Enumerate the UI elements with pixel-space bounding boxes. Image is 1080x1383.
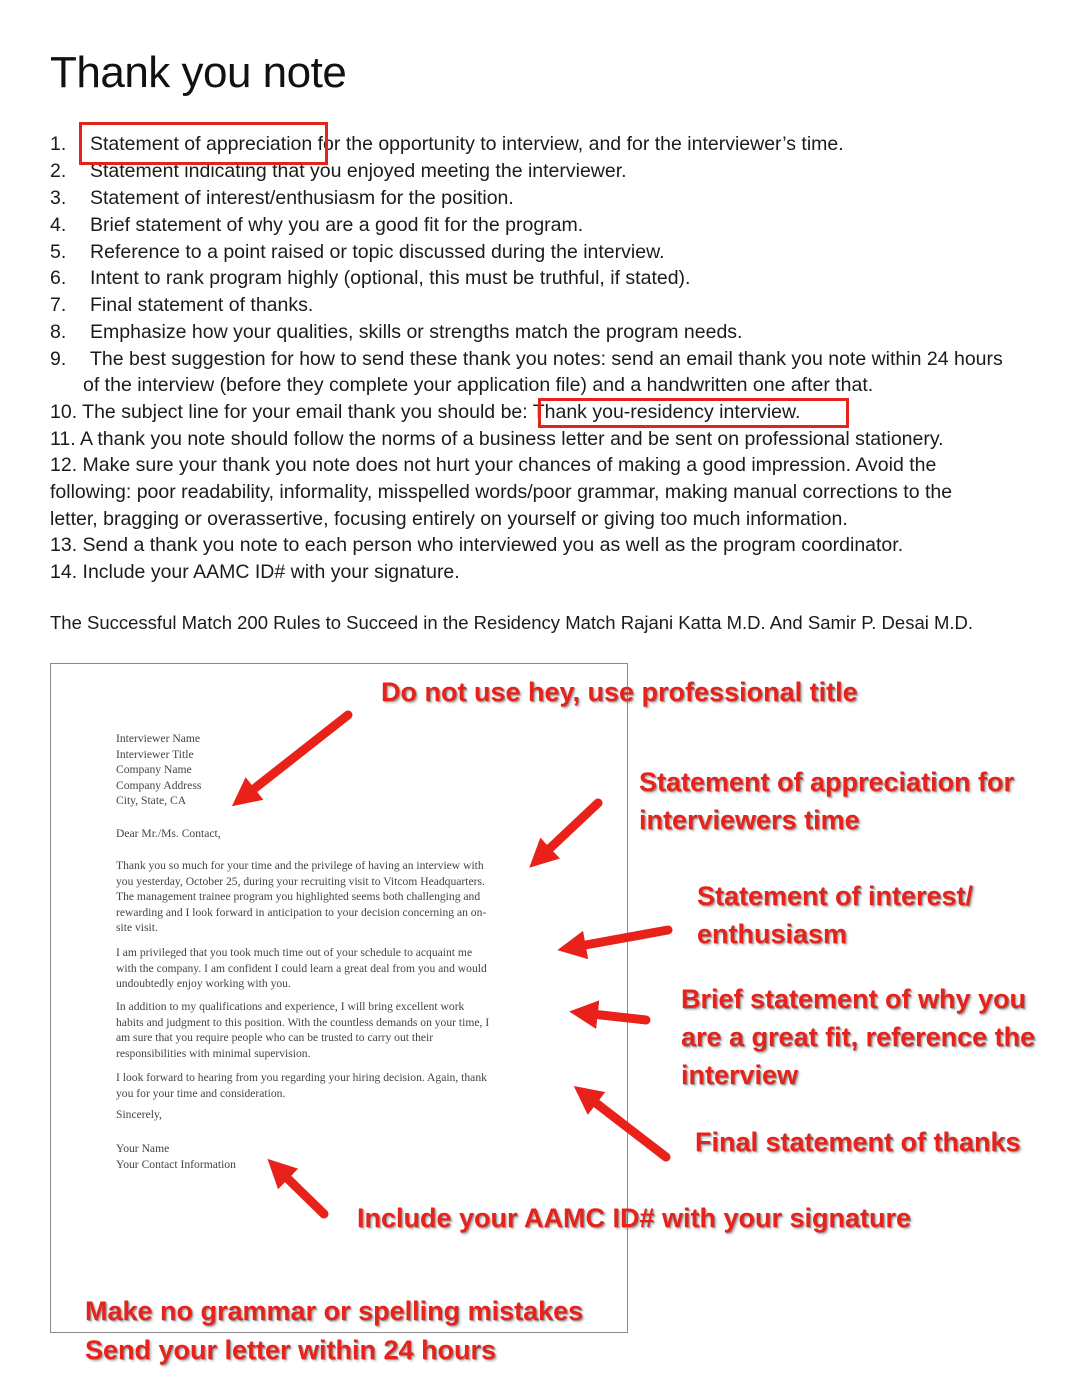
rule-text: Final statement of thanks. [90, 294, 314, 316]
note-line: Brief statement of why you [681, 984, 1027, 1014]
rule-number: 2. [50, 160, 67, 182]
address-line: Interviewer Title [116, 747, 194, 761]
rule-number: 6. [50, 267, 67, 289]
letter-paragraph-2 [116, 945, 566, 992]
rule-number: 1. [50, 133, 67, 155]
note-line: are a great fit, reference the [681, 1022, 1036, 1052]
rule-text: The best suggestion for how to send these thank you notes: send an email thank you note within 24 hours [90, 348, 1003, 370]
letter-address [116, 731, 201, 809]
letter-line: I am privileged that you took much time out of your schedule to acquaint me [116, 946, 473, 959]
letter-line: In addition to my qualifications and experience, I will bring excellent work [116, 1000, 465, 1013]
note-final-thanks: Final statement of thanks [695, 1127, 1021, 1157]
letter-line: rewarding and I look forward in anticipation to your decision concerning an on- [116, 905, 487, 919]
letter-line: you yesterday, October 25, during your recruiting visit to Vitcom Headquarters. [116, 874, 485, 888]
letter-line: responsibilities with minimal supervision. [116, 1046, 311, 1060]
note-professional-title: Do not use hey, use professional title [381, 677, 858, 707]
note-interest [697, 877, 973, 953]
address-line: City, State, CA [116, 794, 187, 808]
address-line: Company Address [116, 778, 202, 792]
rule-text: Statement of appreciation for the opportunity to interview, and for the interviewer’s time. [90, 133, 844, 155]
citation: The Successful Match 200 Rules to Succeed in the Residency Match Rajani Katta M.D. And Samir P. Desai M.D. [50, 612, 974, 633]
letter-line: habits and judgment to this position. With the countless demands on your time, I [116, 1015, 490, 1029]
note-grammar: Make no grammar or spelling mistakes [85, 1296, 584, 1326]
rule-number: 9. [50, 348, 67, 370]
rule-9-continued: of the interview (before they complete your application file) and a handwritten one after that. [83, 374, 874, 396]
letter-signature [116, 1141, 236, 1172]
rule-number: 8. [50, 321, 67, 343]
rule-text: Intent to rank program highly (optional, this must be truthful, if stated). [90, 267, 691, 289]
rule-number: 5. [50, 241, 67, 263]
note-aamc: Include your AAMC ID# with your signature [357, 1203, 912, 1233]
address-line: Interviewer Name [116, 732, 201, 745]
highlight-box-subject-line [538, 398, 849, 428]
note-appreciation [639, 763, 1014, 839]
letter-salutation: Dear Mr./Ms. Contact, [116, 827, 221, 840]
note-fit [681, 980, 1035, 1094]
rule-12-continued: letter, bragging or overassertive, focusing entirely on yourself or giving too much information. [50, 508, 848, 530]
letter-line: site visit. [116, 921, 158, 935]
note-line: Statement of appreciation for [639, 767, 1015, 797]
letter-paragraph-4 [116, 1070, 566, 1101]
letter-line: you for your time and consideration. [116, 1086, 286, 1100]
signature-line: Your Name [116, 1142, 170, 1155]
rule-text: Statement of interest/enthusiasm for the position. [90, 187, 514, 209]
rule-12-continued: following: poor readability, informality, misspelled words/poor grammar, making manual corrections to the [50, 481, 953, 503]
rule-text: Statement indicating that you enjoyed meeting the interviewer. [90, 160, 627, 182]
letter-line: undoubtedly enjoy working with you. [116, 977, 291, 991]
letter-closing: Sincerely, [116, 1108, 162, 1121]
page-title: Thank you note [50, 48, 347, 97]
note-timing: Send your letter within 24 hours [85, 1335, 497, 1365]
letter-line: The management trainee program you highlighted seems both challenging and [116, 890, 481, 904]
rule-13: 13. Send a thank you note to each person who interviewed you as well as the program coordinator. [50, 534, 904, 556]
rule-text: Emphasize how your qualities, skills or strengths match the program needs. [90, 321, 743, 343]
letter-line: I look forward to hearing from you regarding your hiring decision. Again, thank [116, 1071, 487, 1084]
rule-12: 12. Make sure your thank you note does not hurt your chances of making a good impression. Avoid the [50, 454, 937, 476]
rule-text: Brief statement of why you are a good fit for the program. [90, 214, 584, 236]
address-line: Company Name [116, 763, 192, 777]
highlight-box-appreciation [79, 122, 328, 165]
note-line: enthusiasm [697, 919, 848, 949]
rule-number: 4. [50, 214, 67, 236]
rule-10: 10. The subject line for your email thank you should be: Thank you-residency interview. [50, 401, 801, 423]
letter-line: with the company. I am confident I could learn a great deal from you and would [116, 961, 487, 975]
note-line: Statement of interest/ [697, 881, 974, 911]
rule-11: 11. A thank you note should follow the norms of a business letter and be sent on professional stationery. [50, 428, 944, 450]
letter-line: am sure that you require people who can be trusted to carry out their [116, 1031, 434, 1045]
signature-line: Your Contact Information [116, 1157, 236, 1171]
letter-line: Thank you so much for your time and the privilege of having an interview with [116, 859, 484, 872]
note-line: interviewers time [639, 805, 860, 835]
letter-paragraph-3 [116, 999, 566, 1061]
note-line: interview [681, 1060, 799, 1090]
rule-number: 3. [50, 187, 67, 209]
rule-14: 14. Include your AAMC ID# with your signature. [50, 561, 460, 583]
rule-text: Reference to a point raised or topic discussed during the interview. [90, 241, 665, 263]
letter-paragraph-1 [116, 858, 566, 936]
rule-number: 7. [50, 294, 67, 316]
